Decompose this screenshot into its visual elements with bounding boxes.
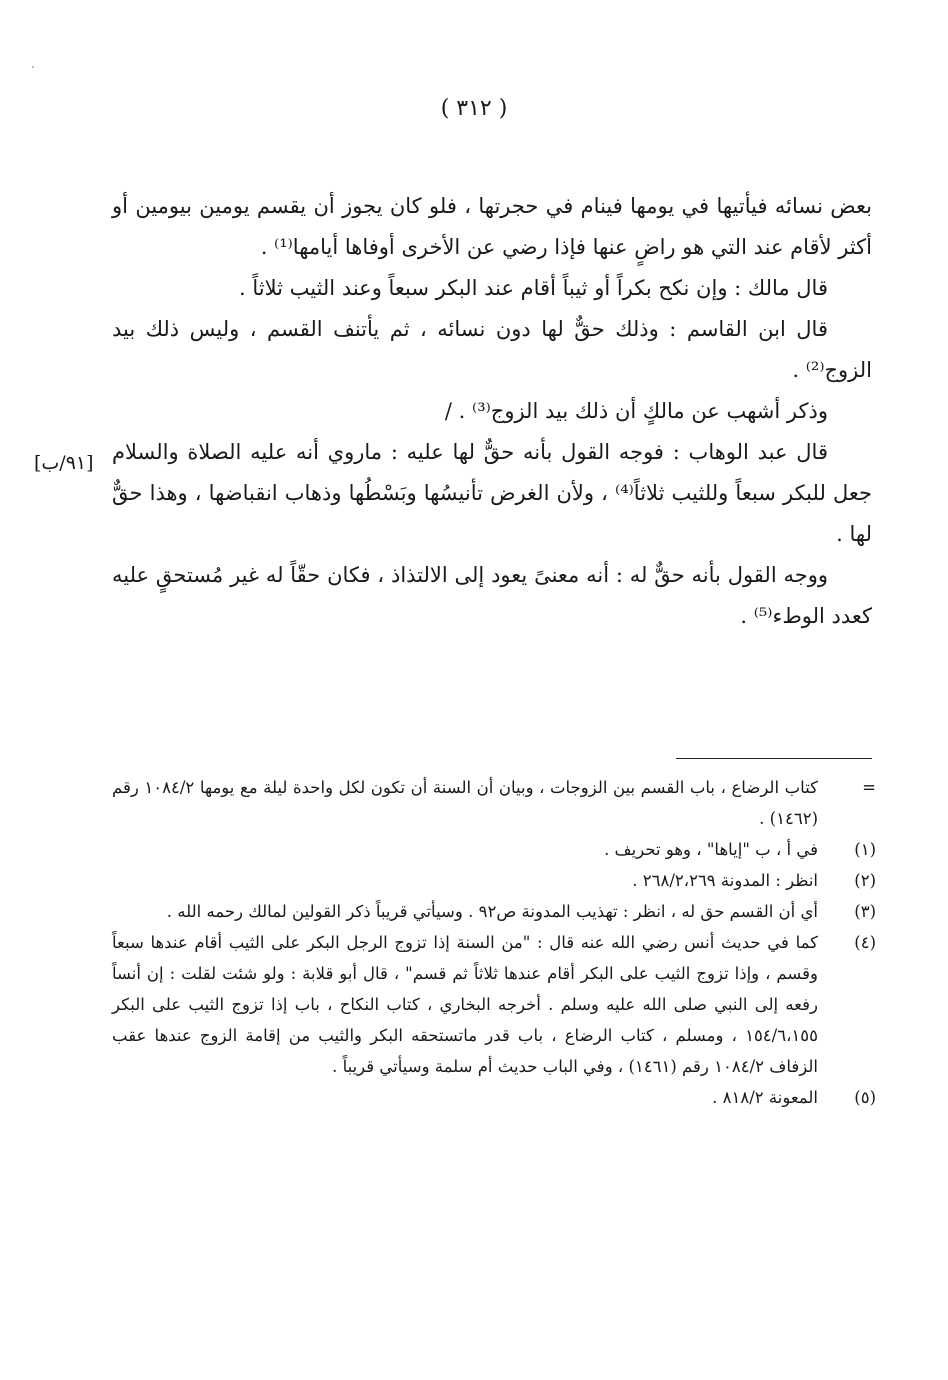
footnote <box>112 927 876 1082</box>
footnote <box>112 1082 876 1113</box>
manuscript-folio-reference: [٩١/ب] <box>34 452 94 474</box>
paper-speck <box>32 66 34 68</box>
footnote-text: في أ ، ب "إياها" ، وهو تحريف . <box>604 840 818 859</box>
footnote-number: (٤) <box>854 933 876 952</box>
footnote-separator <box>676 758 872 759</box>
footnotes <box>112 772 876 1113</box>
footnote <box>112 834 876 865</box>
footnote-text: كتاب الرضاع ، باب القسم بين الزوجات ، وبيان أن السنة أن تكون لكل واحدة ليلة مع يومها ١٠٨٤/٢ رقم (١٤٦٢) . <box>112 778 818 828</box>
footnote-number: (١) <box>854 840 876 859</box>
main-text <box>112 186 872 637</box>
footnote-number: (٣) <box>854 902 876 921</box>
paragraph: ووجه القول بأنه حقٌّ له : أنه معنىً يعود إلى الالتذاذ ، فكان حقّاً له غير مُستحقٍ عليه كعدد الوطء⁽⁵⁾ . <box>112 563 872 628</box>
footnote <box>112 772 876 834</box>
footnote <box>112 865 876 896</box>
footnote-text: كما في حديث أنس رضي الله عنه قال : "من السنة إذا تزوج الرجل البكر على الثيب أقام عندها سبعاً وقسم ، وإذا تزوج الثيب على البكر أقام عندها ثلاثاً ثم قسم" ، قال أبو قلابة : ولو شئت لقلت : إن أنساً رفعه إلى النبي صلى الله عليه وسلم . أخرجه البخاري ، كتاب النكاح ، باب إذا تزوج الثيب على البكر ١٥٤/٦،١٥٥ ، ومسلم ، كتاب الرضاع ، باب قدر ماتستحقه البكر والثيب من إقامة الزوج عندها عقب الزفاف ١٠٨٤/٢ رقم (١٤٦١) ، وفي الباب حديث أم سلمة وسيأتي قريباً . <box>112 933 818 1076</box>
paragraph: وذكر أشهب عن مالكٍ أن ذلك بيد الزوج⁽³⁾ . / <box>444 399 828 423</box>
footnote-number: = <box>862 778 876 797</box>
footnote-text: المعونة ٨١٨/٢ . <box>712 1088 818 1107</box>
footnote-number: (٢) <box>854 871 876 890</box>
footnote-text: أي أن القسم حق له ، انظر : تهذيب المدونة ص٩٢ . وسيأتي قريباً ذكر القولين لمالك رحمه الله . <box>166 902 818 921</box>
footnote <box>112 896 876 927</box>
footnote-number: (٥) <box>854 1088 876 1107</box>
paragraph: بعض نسائه فيأتيها في يومها فينام في حجرتها ، فلو كان يجوز أن يقسم يومين بيومين أو أكثر لأقام عند التي هو راضٍ عنها فإذا رضي عن الأخرى أوفاها أيامها⁽¹⁾ . <box>112 194 872 259</box>
page-number: ( ٣١٢ ) <box>440 96 508 121</box>
paragraph: قال مالك : وإن نكح بكراً أو ثيباً أقام عند البكر سبعاً وعند الثيب ثلاثاً . <box>238 276 828 300</box>
paragraph: قال ابن القاسم : وذلك حقٌّ لها دون نسائه ، ثم يأتنف القسم ، وليس ذلك بيد الزوج⁽²⁾ . <box>112 317 872 382</box>
footnote-text: انظر : المدونة ٢٦٨/٢،٢٦٩ . <box>632 871 818 890</box>
paragraph: قال عبد الوهاب : فوجه القول بأنه حقٌّ لها عليه : ماروي أنه عليه الصلاة والسلام جعل للبكر سبعاً وللثيب ثلاثاً⁽⁴⁾ ، ولأن الغرض تأنيسُها وبَسْطُها وذهاب انقباضها ، وهذا حقٌّ لها . <box>112 440 872 546</box>
